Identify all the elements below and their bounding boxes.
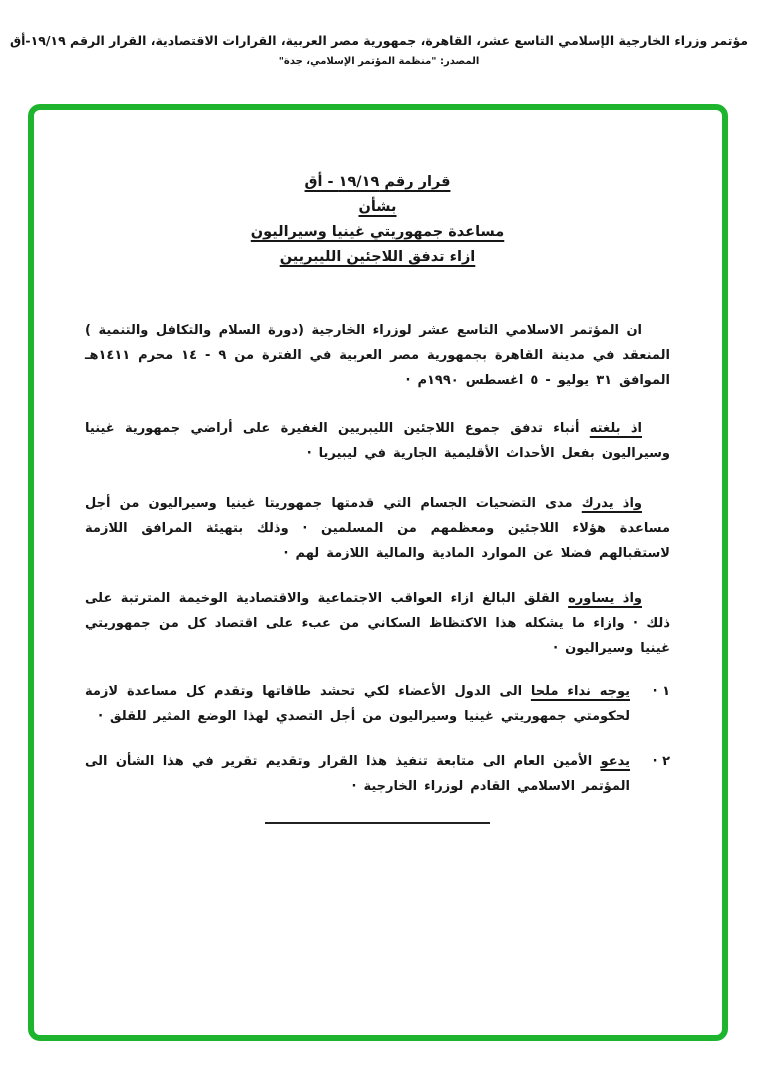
item-lead-phrase: يوجه نداء ملحا (530, 684, 631, 699)
title-line-text: بشأن (358, 199, 397, 215)
title-line-3 (85, 220, 670, 245)
title-line-4 (85, 245, 670, 270)
item-text: يدعو الأمين العام الى متابعة تنفيذ هذا القرار وتقديم تقرير في هذا الشأن الى المؤتمر الاسلامي القادم لوزراء الخارجية · (85, 754, 630, 794)
operative-item-1 (85, 679, 670, 729)
preamble-paragraph-2: اذ بلغته أنباء تدفق جموع اللاجئين الليبريين الغفيرة على أراضي جمهورية غينيا وسيراليون بفعل الأحداث الأقليمية الجارية في ليبيريا · (85, 421, 670, 461)
document-header (0, 33, 758, 67)
resolution-body (34, 110, 722, 824)
green-document-frame (28, 104, 728, 1041)
item-number: ١ · (652, 684, 670, 699)
title-line-text: مساعدة جمهوريتي غينيا وسيراليون (250, 224, 505, 240)
paragraph-lead-phrase: واذ يدرك (581, 496, 642, 511)
header-citation-line: مؤتمر وزراء الخارجية الإسلامي التاسع عشر، القاهرة، جمهورية مصر العربية، القرارات الاقتصادية، القرار الرقم ١٩/١٩-أق (9, 33, 749, 48)
preamble-paragraph-3: واذ يدرك مدى التضحيات الجسام التي قدمتها جمهوريتا غينيا وسيراليون من أجل مساعدة هؤلاء اللاجئين ومعظمهم من المسلمين · وذلك بتهيئة المرافق اللازمة لاستقبالهم فضلا عن الموارد المادية والمالية اللازمة لهم · (85, 496, 670, 561)
preamble-paragraph-1: ان المؤتمر الاسلامي التاسع عشر لوزراء الخارجية (دورة السلام والتكافل والتنمية ) المنعقد في مدينة القاهرة بجمهورية مصر العربية في الفترة من ٩ - ١٤ محرم ١٤١١هـ الموافق ٣١ يوليو - ٥ اغسطس ١٩٩٠م · (85, 323, 670, 388)
item-number: ٢ · (652, 754, 670, 769)
paragraph-lead-phrase: واذ يساوره (568, 591, 642, 606)
item-text: يوجه نداء ملحا الى الدول الأعضاء لكي تحشد طاقاتها وتقدم كل مساعدة لازمة لحكومتي جمهوريتي غينيا وسيراليون من أجل التصدي لهذا الوضع المثير للقلق · (85, 684, 631, 724)
footer-separator-line (265, 822, 490, 824)
header-source-line: المصدر: "منظمة المؤتمر الإسلامي، جدة" (278, 56, 480, 67)
title-line-text: ازاء تدفق اللاجئين الليبريين (279, 249, 476, 265)
operative-items (85, 679, 670, 799)
resolution-title (85, 170, 670, 270)
paragraph-lead-phrase: اذ بلغته (589, 421, 642, 436)
title-line-1 (85, 170, 670, 195)
title-line-2 (85, 195, 670, 220)
title-line-text: قرار رقم ١٩/١٩ - أق (304, 174, 451, 190)
preamble-paragraphs (85, 318, 670, 661)
operative-item-2 (85, 749, 670, 799)
preamble-paragraph-4: واذ يساوره القلق البالغ ازاء العواقب الاجتماعية والاقتصادية الوخيمة المترتبة على ذلك · وازاء ما يشكله هذا الاكتظاظ السكاني من عبء على اقتصاد كل من جمهوريتي غينيا وسيراليون · (85, 591, 670, 656)
item-lead-phrase: يدعو (600, 754, 630, 769)
